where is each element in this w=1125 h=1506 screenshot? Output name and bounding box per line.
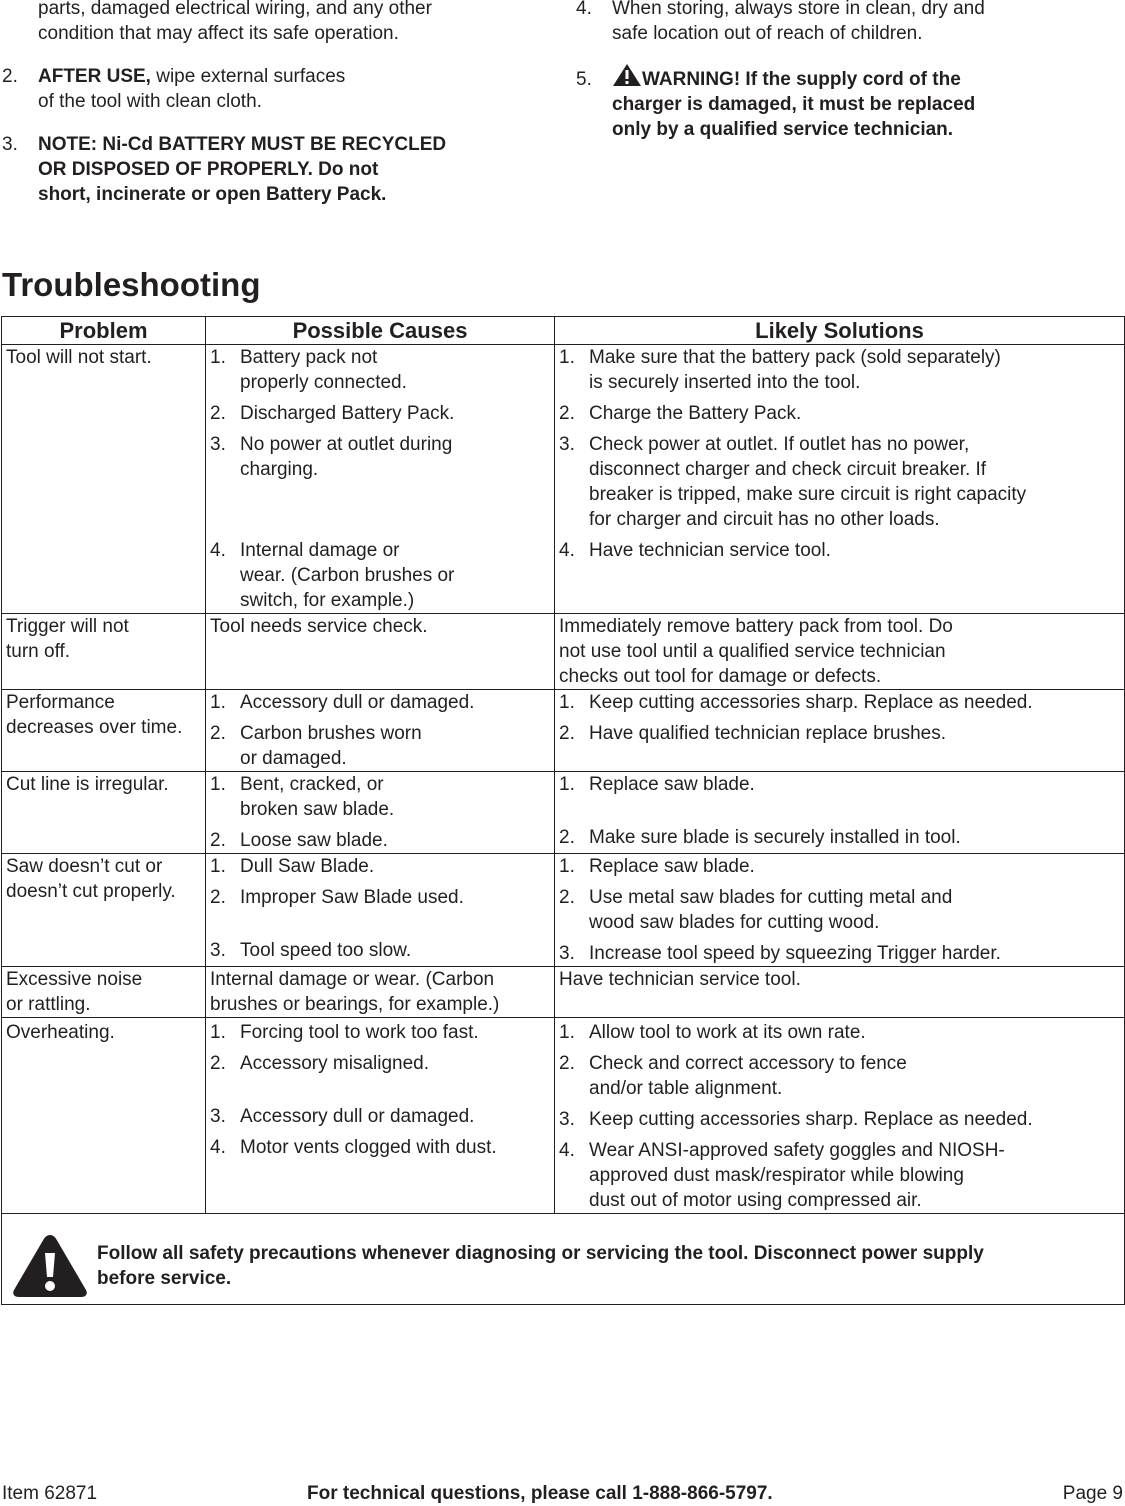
instruction-line: only by a qualified service technician.	[612, 119, 954, 140]
list-item: 2. Charge the Battery Pack.	[559, 403, 802, 424]
list-item: 1. Make sure that the battery pack (sold separately) is securely inserted into the tool.	[559, 347, 1001, 393]
list-item: 1. Bent, cracked, or broken saw blade.	[210, 774, 395, 820]
problem-cell: Cut line is irregular.	[2, 772, 206, 854]
causes-cell	[206, 854, 555, 967]
table-row	[2, 772, 1125, 854]
list-item: 4. Motor vents clogged with dust.	[210, 1137, 497, 1158]
instruction-number: 5.	[576, 69, 592, 90]
solutions-cell	[555, 772, 1125, 854]
causes-cell	[206, 1018, 555, 1214]
instruction-line: NOTE: Ni-Cd BATTERY MUST BE RECYCLED	[38, 134, 447, 155]
problem-cell: Trigger will not turn off.	[2, 614, 206, 690]
table-row	[2, 1018, 1125, 1214]
causes-cell	[206, 690, 555, 772]
footer-item-number: Item 62871	[2, 1483, 98, 1504]
troubleshooting-table	[1, 316, 1125, 1305]
warning-triangle-icon	[11, 1233, 89, 1299]
list-item: 4. Have technician service tool.	[559, 540, 831, 561]
solutions-cell: Immediately remove battery pack from tool. Do not use tool until a qualified service technician checks out tool for damage or defects.	[555, 614, 1125, 690]
table-header-row	[2, 317, 1125, 345]
list-item: 3. Accessory dull or damaged.	[210, 1106, 475, 1127]
list-item: 2. Have qualified technician replace brushes.	[559, 723, 946, 744]
list-item: 2. Carbon brushes worn or damaged.	[210, 723, 422, 769]
instruction-line: WARNING! If the supply cord of the	[642, 69, 961, 90]
instruction-number: 2.	[2, 66, 18, 87]
solutions-cell	[555, 345, 1125, 614]
problem-cell: Saw doesn’t cut or doesn’t cut properly.	[2, 854, 206, 967]
instruction-number: 3.	[2, 134, 18, 155]
list-item: 3. Keep cutting accessories sharp. Replace as needed.	[559, 1109, 1033, 1130]
list-item: 2. Make sure blade is securely installed in tool.	[559, 827, 961, 848]
safety-notice	[2, 1214, 1125, 1305]
list-item: 2. Discharged Battery Pack.	[210, 403, 455, 424]
instruction-line: condition that may affect its safe operation.	[38, 23, 399, 44]
instruction-line: OR DISPOSED OF PROPERLY. Do not	[38, 159, 379, 180]
list-item: 2. Use metal saw blades for cutting metal and wood saw blades for cutting wood.	[559, 887, 953, 933]
problem-text: Tool will not start.	[6, 347, 152, 368]
list-item: 1. Accessory dull or damaged.	[210, 692, 475, 713]
table-row	[2, 854, 1125, 967]
list-item: 3. Increase tool speed by squeezing Trigger harder.	[559, 943, 1001, 964]
list-item: 1. Allow tool to work at its own rate.	[559, 1022, 866, 1043]
instruction-storage	[612, 0, 985, 46]
list-item: 1. Replace saw blade.	[559, 774, 755, 795]
instruction-line: parts, damaged electrical wiring, and any other	[38, 0, 432, 19]
list-item: 3. Check power at outlet. If outlet has no power, disconnect charger and check circuit breaker. If breaker is tripped, make sure circuit is right capacity for charger and circuit has no other loads.	[559, 434, 1027, 530]
list-item: 4. Internal damage or wear. (Carbon brushes or switch, for example.)	[210, 540, 455, 611]
problem-cell: Performance decreases over time.	[2, 690, 206, 772]
header-problem: Problem	[2, 317, 206, 345]
causes-cell: Tool needs service check.	[206, 614, 555, 690]
list-item: 1. Dull Saw Blade.	[210, 856, 375, 877]
causes-cell	[206, 772, 555, 854]
table-row	[2, 614, 1125, 690]
instruction-line: safe location out of reach of children.	[612, 23, 923, 44]
list-item: 1. Forcing tool to work too fast.	[210, 1022, 479, 1043]
header-possible-causes: Possible Causes	[206, 317, 555, 345]
list-item: 4. Wear ANSI-approved safety goggles and NIOSH- approved dust mask/respirator while blowing dust out of motor using compressed air.	[559, 1140, 1005, 1211]
problem-cell: Overheating.	[2, 1018, 206, 1214]
after-use-label: AFTER USE,	[38, 66, 151, 87]
list-item: 1. Replace saw blade.	[559, 856, 755, 877]
table-row	[2, 967, 1125, 1018]
safety-notice-row	[2, 1214, 1125, 1305]
footer-page-number: Page 9	[1062, 1483, 1123, 1504]
list-item: 2. Check and correct accessory to fence and/or table alignment.	[559, 1053, 907, 1099]
instruction-line: charger is damaged, it must be replaced	[612, 94, 976, 115]
causes-cell	[206, 345, 555, 614]
causes-cell: Internal damage or wear. (Carbon brushes or bearings, for example.)	[206, 967, 555, 1018]
safety-notice-text: Follow all safety precautions whenever diagnosing or servicing the tool. Disconnect power supply before service.	[97, 1243, 984, 1289]
table-row	[2, 690, 1125, 772]
header-likely-solutions: Likely Solutions	[555, 317, 1125, 345]
list-item: 2. Loose saw blade.	[210, 830, 388, 851]
solutions-cell	[555, 854, 1125, 967]
instruction-cord-warning	[612, 67, 975, 142]
solutions-cell	[555, 1018, 1125, 1214]
list-item: 2. Accessory misaligned.	[210, 1053, 430, 1074]
list-item: 3. No power at outlet during charging.	[210, 434, 453, 480]
instruction-line: wipe external surfaces	[150, 66, 346, 87]
problem-cell: Excessive noise or rattling.	[2, 967, 206, 1018]
instruction-battery-note	[38, 132, 446, 207]
solutions-cell	[555, 690, 1125, 772]
instruction-line: short, incinerate or open Battery Pack.	[38, 184, 387, 205]
list-item: 2. Improper Saw Blade used.	[210, 887, 464, 908]
list-item: 1. Keep cutting accessories sharp. Replace as needed.	[559, 692, 1033, 713]
list-item: 1. Battery pack not properly connected.	[210, 347, 407, 393]
footer-contact: For technical questions, please call 1-888-866-5797.	[307, 1483, 773, 1504]
instruction-after-use	[38, 64, 345, 114]
instruction-line: When storing, always store in clean, dry and	[612, 0, 985, 19]
troubleshooting-heading: Troubleshooting	[2, 266, 261, 303]
solutions-cell: Have technician service tool.	[555, 967, 1125, 1018]
problem-cell	[2, 345, 206, 614]
table-row	[2, 345, 1125, 614]
list-item: 3. Tool speed too slow.	[210, 940, 412, 961]
instruction-line: of the tool with clean cloth.	[38, 91, 262, 112]
instruction-continued	[38, 0, 432, 46]
instruction-number: 4.	[576, 0, 592, 19]
